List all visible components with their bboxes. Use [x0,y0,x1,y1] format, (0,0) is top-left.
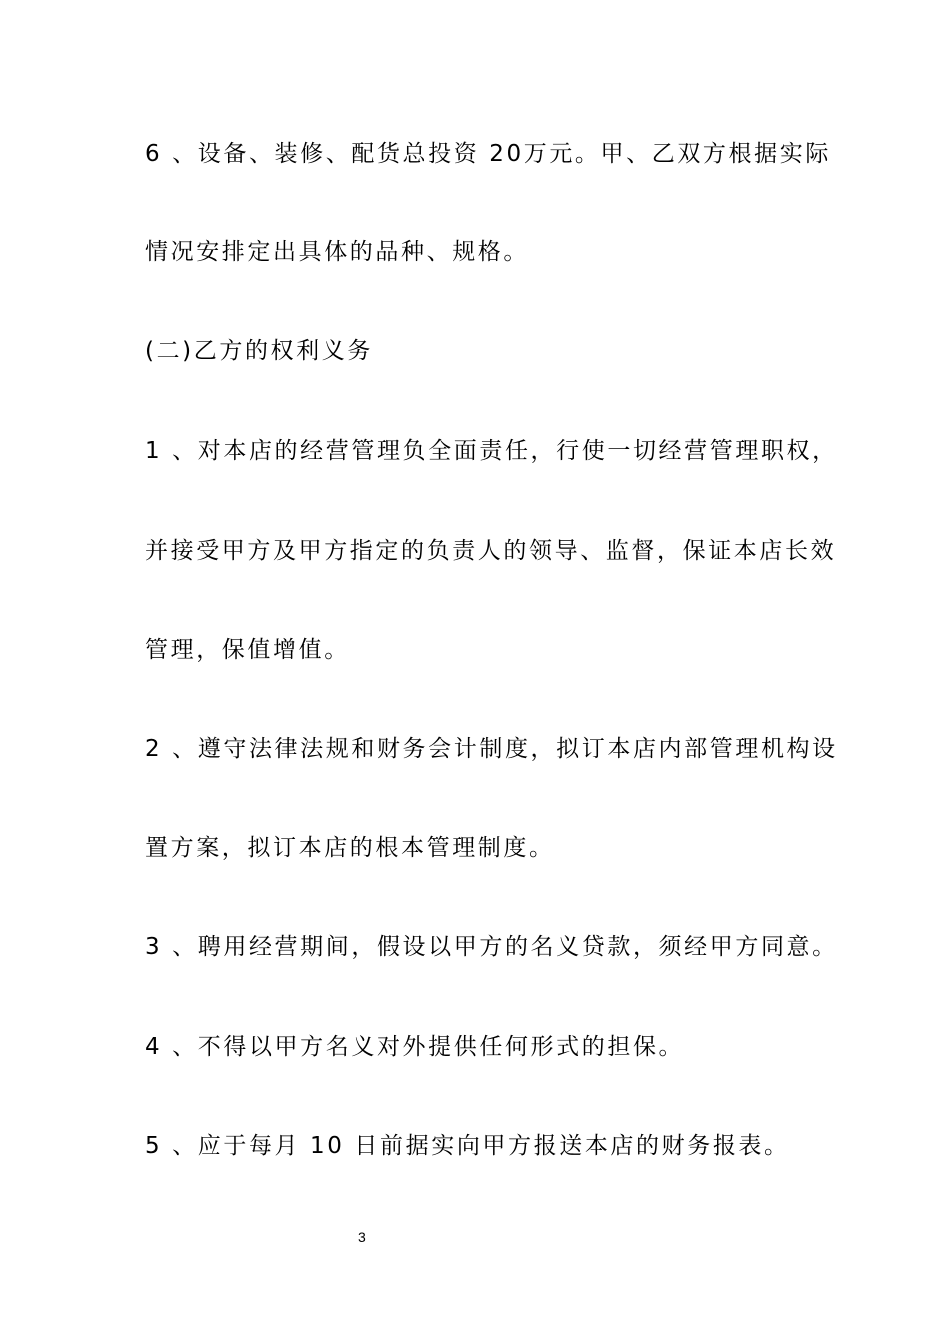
paragraph-line: 5 、应于每月 10 日前据实向甲方报送本店的财务报表。 [145,1133,790,1159]
paragraph-line: 4 、不得以甲方名义对外提供任何形式的担保。 [145,1034,685,1060]
paragraph-line: 6 、设备、装修、配货总投资 20万元。甲、乙双方根据实际 [145,141,831,167]
paragraph-line: 1 、对本店的经营管理负全面责任，行使一切经营管理职权， [145,438,838,464]
paragraph-line: 管理，保值增值。 [145,637,350,663]
paragraph-line: 3 、聘用经营期间，假设以甲方的名义贷款，须经甲方同意。 [145,934,838,960]
paragraph-line: 并接受甲方及甲方指定的负责人的领导、监督，保证本店长效 [145,538,837,564]
page-number: 3 [358,1229,366,1245]
paragraph-line: 2 、遵守法律法规和财务会计制度，拟订本店内部管理机构设 [145,736,838,762]
paragraph-line: 情况安排定出具体的品种、规格。 [145,239,529,265]
section-heading: (二)乙方的权利义务 [145,338,373,364]
paragraph-line: 置方案，拟订本店的根本管理制度。 [145,835,555,861]
